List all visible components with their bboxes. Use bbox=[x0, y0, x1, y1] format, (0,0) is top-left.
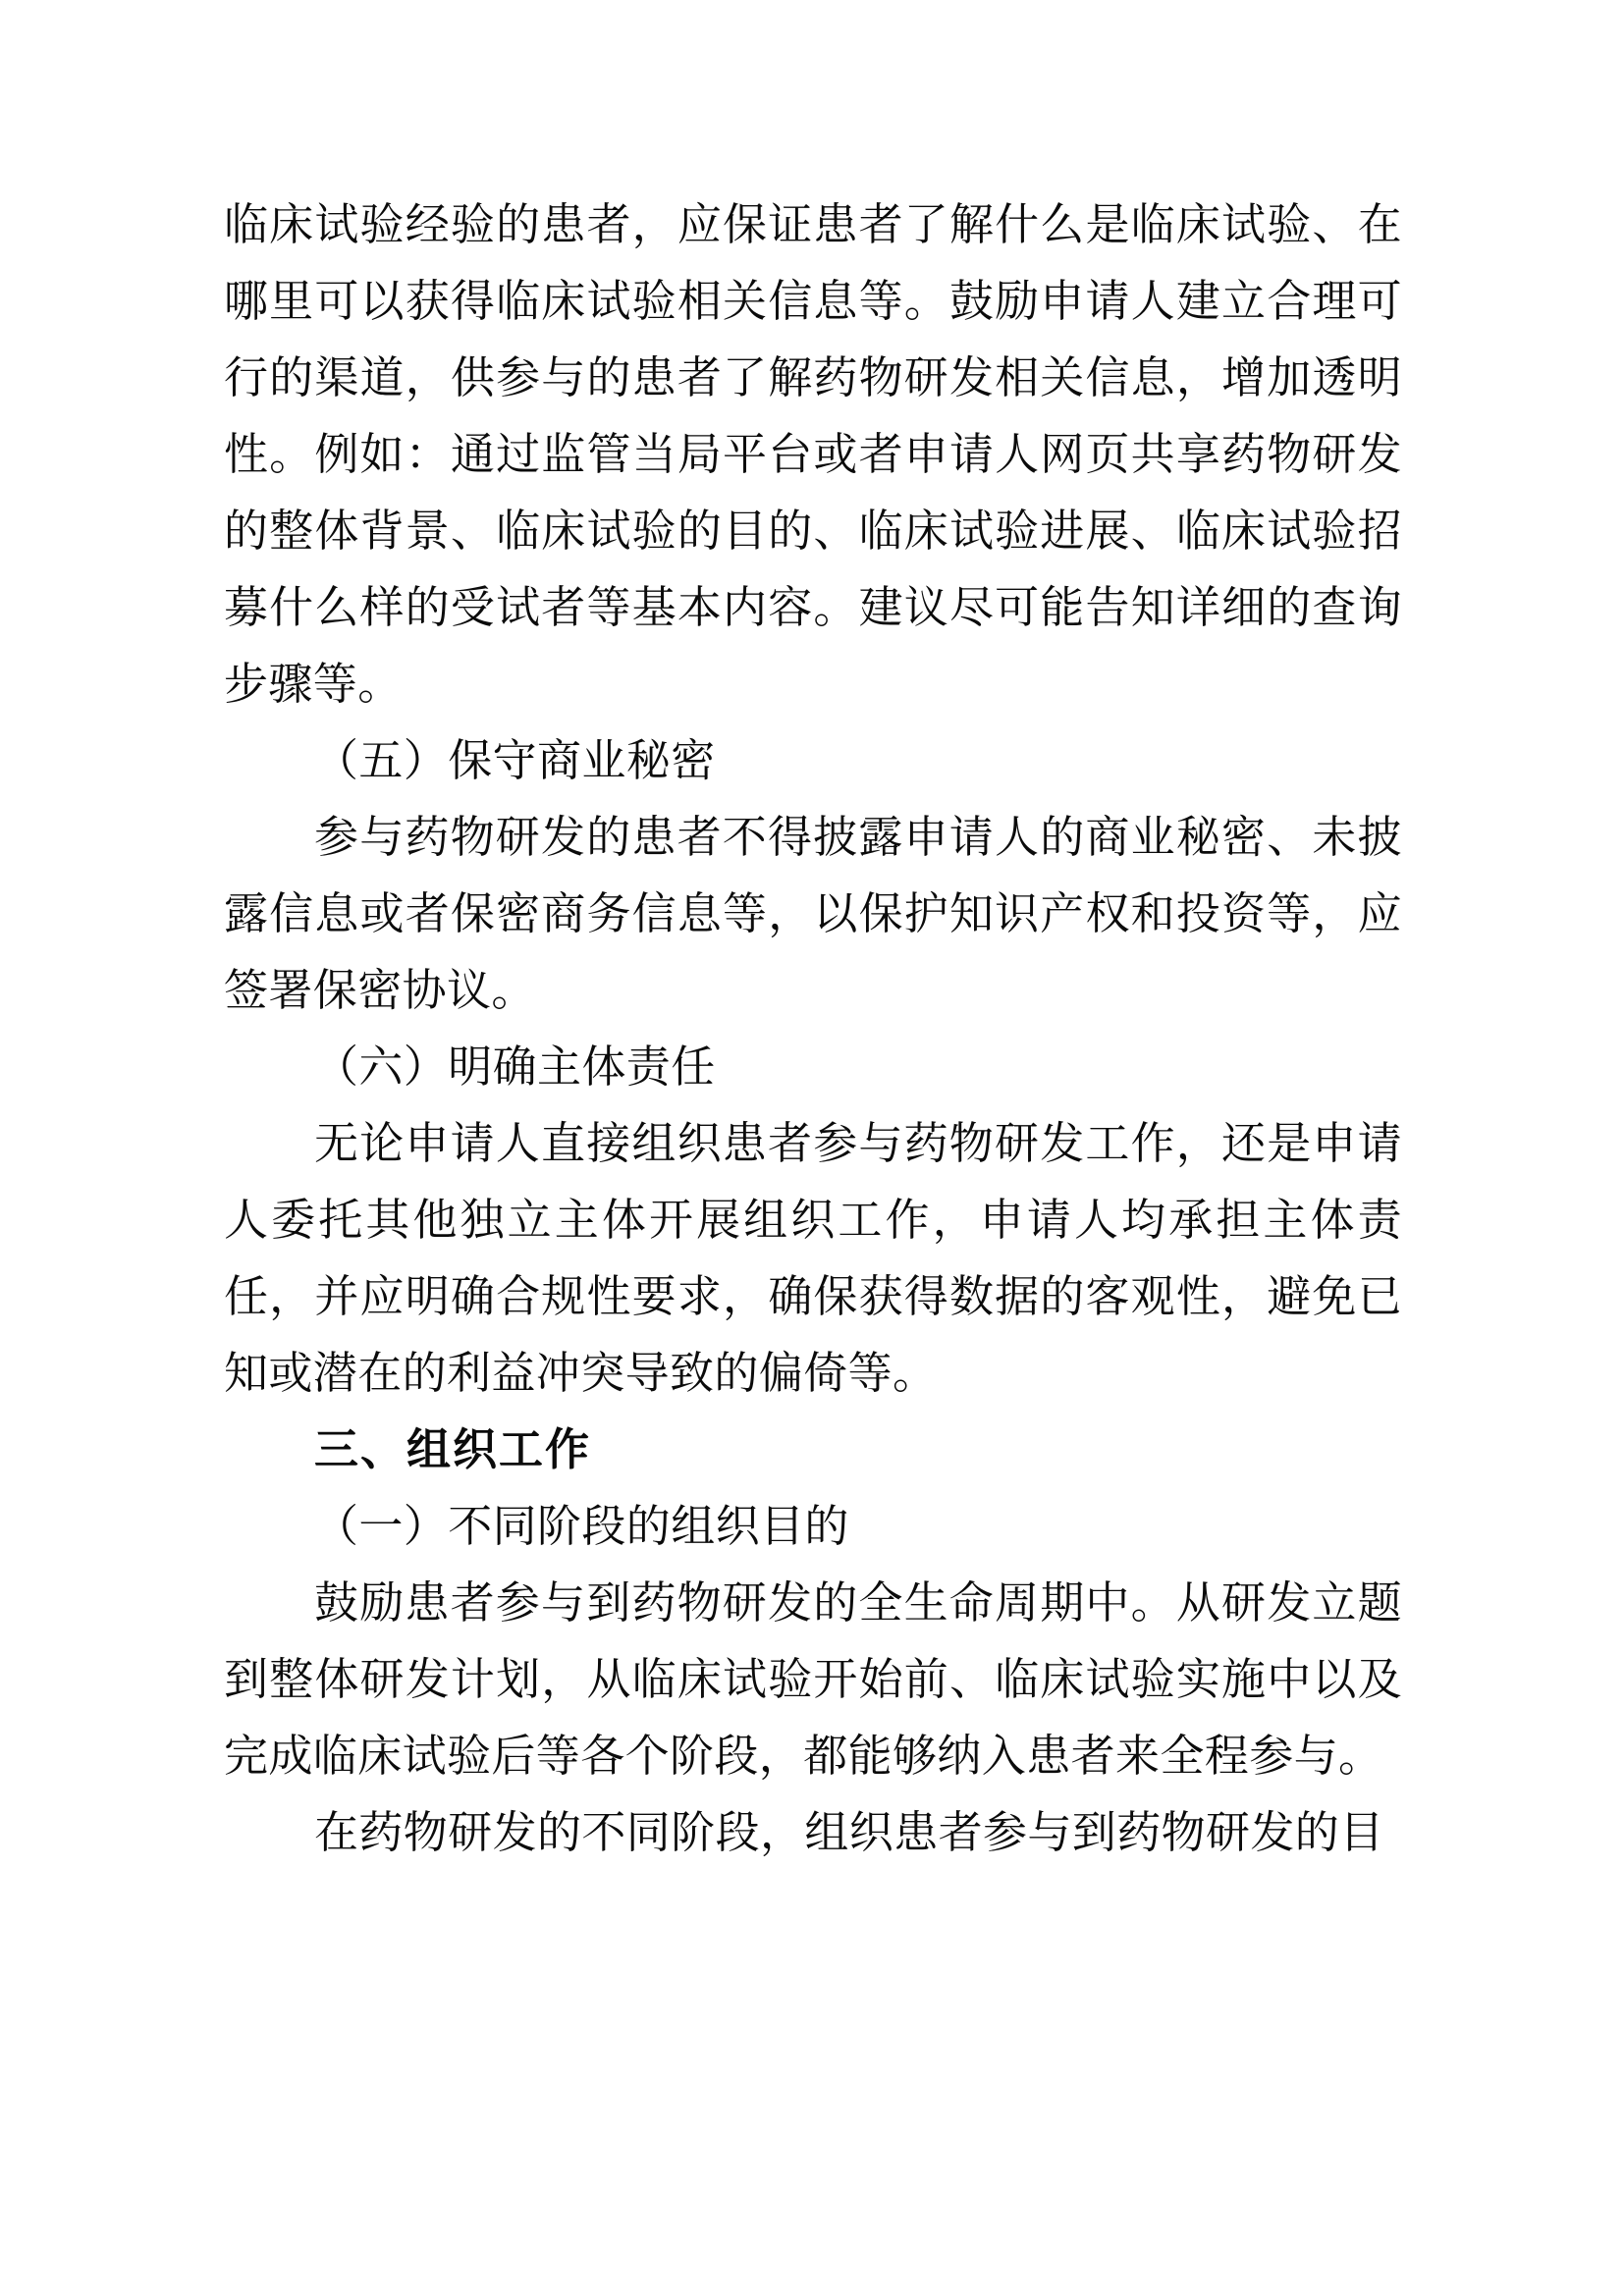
paragraph-responsibility: 无论申请人直接组织患者参与药物研发工作，还是申请人委托其他独立主体开展组织工作，申请人均承担主体责任，并应明确合规性要求，确保获得数据的客观性，避免已知或潜在的利益冲突导致的偏倚等。 bbox=[224, 1118, 1402, 1398]
heading-section-six: （六）明确主体责任 bbox=[314, 1041, 716, 1092]
document-body bbox=[224, 187, 1402, 1871]
paragraph-lifecycle: 鼓励患者参与到药物研发的全生命周期中。从研发立题到整体研发计划，从临床试验开始前、临床试验实施中以及完成临床试验后等各个阶段，都能够纳入患者来全程参与。 bbox=[224, 1577, 1402, 1781]
heading-section-five: （五）保守商业秘密 bbox=[314, 735, 716, 785]
heading-section-three: 三、组织工作 bbox=[314, 1424, 592, 1474]
heading-subsection-one: （一）不同阶段的组织目的 bbox=[314, 1501, 849, 1551]
paragraph-trade-secret: 参与药物研发的患者不得披露申请人的商业秘密、未披露信息或者保密商务信息等，以保护知识产权和投资等，应签署保密协议。 bbox=[224, 812, 1402, 1015]
paragraph-stages-partial: 在药物研发的不同阶段，组织患者参与到药物研发的目 bbox=[314, 1807, 1384, 1857]
paragraph-transparency: 临床试验经验的患者，应保证患者了解什么是临床试验、在哪里可以获得临床试验相关信息等。鼓励申请人建立合理可行的渠道，供参与的患者了解药物研发相关信息，增加透明性。例如：通过监管当局平台或者申请人网页共享药物研发的整体背景、临床试验的目的、临床试验进展、临床试验招募什么样的受试者等基本内容。建议尽可能告知详细的查询步骤等。 bbox=[224, 199, 1402, 709]
